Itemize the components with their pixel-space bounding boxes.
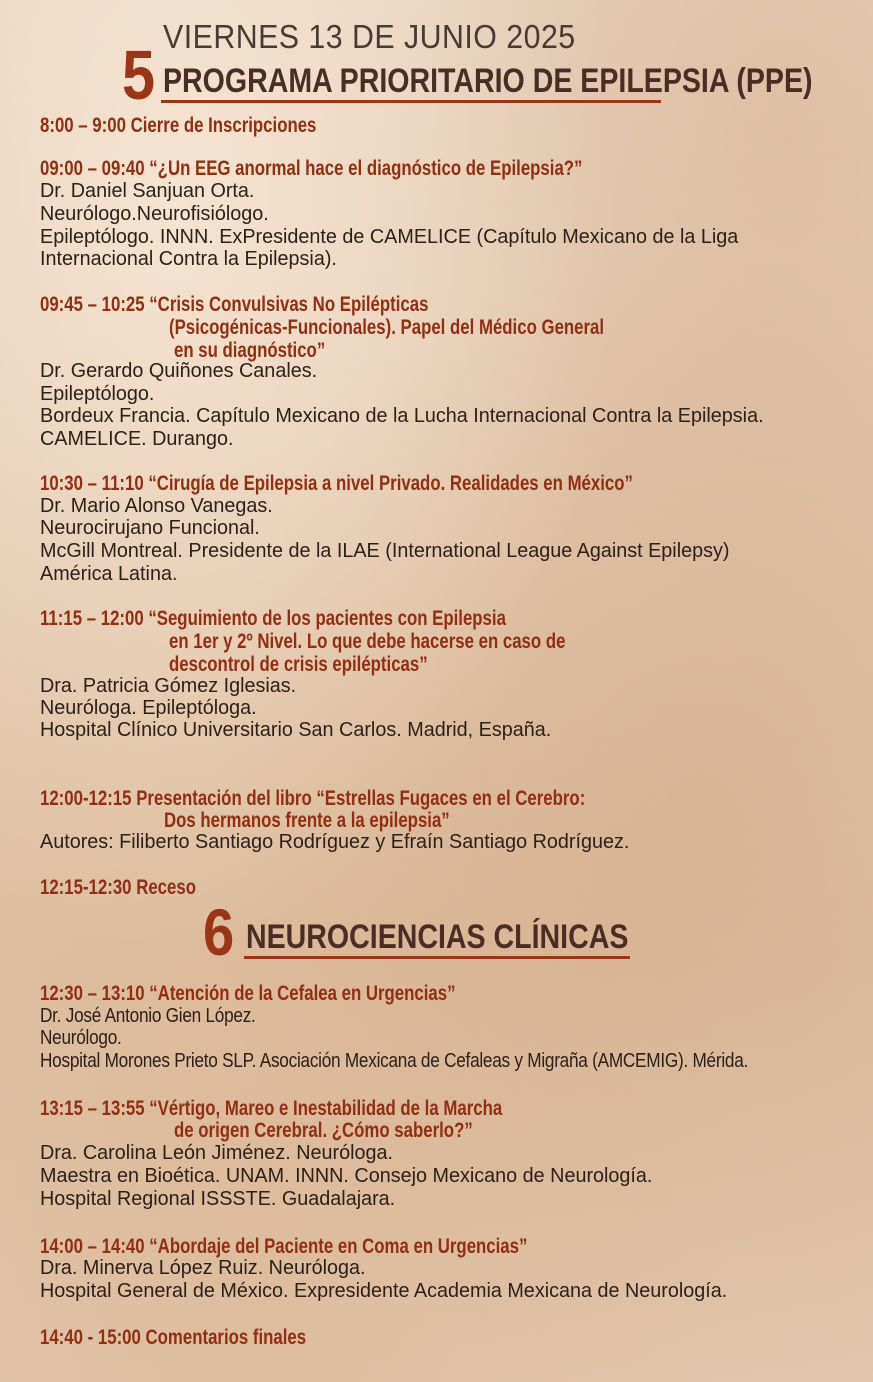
- section-number-5: 5: [122, 36, 156, 114]
- agenda-item-title: 10:30 – 11:10 “Cirugía de Epilepsia a nivel Privado. Realidades en México”: [40, 472, 633, 495]
- speaker-detail: Hospital Clínico Universitario San Carlos. Madrid, España.: [40, 718, 552, 741]
- section-title-clinical-neurosciences: NEUROCIENCIAS CLÍNICAS: [246, 918, 629, 956]
- agenda-item-title: 09:45 – 10:25 “Crisis Convulsivas No Epilépticas: [40, 293, 429, 316]
- speaker-detail: Neurocirujano Funcional.: [40, 516, 260, 539]
- agenda-item-title: 13:15 – 13:55 “Vértigo, Mareo e Inestabilidad de la Marcha: [40, 1097, 503, 1120]
- speaker-name: Dra. Carolina León Jiménez. Neuróloga.: [40, 1141, 393, 1164]
- speaker-detail: Hospital General de México. Expresidente Academia Mexicana de Neurología.: [40, 1279, 728, 1302]
- event-date: VIERNES 13 DE JUNIO 2025: [163, 18, 576, 55]
- section-title-underline: [161, 100, 661, 103]
- agenda-item-title-continued: Dos hermanos frente a la epilepsia”: [164, 809, 450, 832]
- agenda-item-title: 11:15 – 12:00 “Seguimiento de los pacientes con Epilepsia: [40, 607, 506, 630]
- speaker-detail: Neurólogo.Neurofisiólogo.: [40, 202, 269, 225]
- speaker-detail: Hospital Morones Prieto SLP. Asociación Mexicana de Cefaleas y Migraña (AMCEMIG). Mérida.: [40, 1050, 749, 1072]
- speaker-detail: Bordeux Francia. Capítulo Mexicano de la Lucha Internacional Contra la Epilepsia.: [40, 404, 764, 427]
- speaker-name: Dra. Patricia Gómez Iglesias.: [40, 674, 297, 697]
- speaker-detail: McGill Montreal. Presidente de la ILAE (International League Against Epilepsy): [40, 539, 730, 562]
- speaker-name: Dr. Daniel Sanjuan Orta.: [40, 179, 255, 202]
- agenda-item-title-continued: de origen Cerebral. ¿Cómo saberlo?”: [174, 1119, 473, 1142]
- speaker-detail: Epileptólogo.: [40, 382, 155, 405]
- agenda-item-title: 12:00-12:15 Presentación del libro “Estrellas Fugaces en el Cerebro:: [40, 787, 586, 810]
- agenda-item-title-continued: descontrol de crisis epilépticas”: [169, 653, 428, 676]
- agenda-item-title: 14:40 - 15:00 Comentarios finales: [40, 1326, 307, 1349]
- agenda-item-title: 14:00 – 14:40 “Abordaje del Paciente en Coma en Urgencias”: [40, 1235, 528, 1258]
- speaker-detail: Epileptólogo. INNN. ExPresidente de CAMELICE (Capítulo Mexicano de la Liga: [40, 225, 739, 248]
- speaker-detail: CAMELICE. Durango.: [40, 427, 234, 450]
- agenda-item-title: 09:00 – 09:40 “¿Un EEG anormal hace el diagnóstico de Epilepsia?”: [40, 157, 583, 180]
- agenda-item-title-continued: en 1er y 2º Nivel. Lo que debe hacerse en caso de: [169, 630, 566, 653]
- agenda-item-title: 12:15-12:30 Receso: [40, 876, 196, 899]
- speaker-name: Dr. Mario Alonso Vanegas.: [40, 494, 273, 517]
- section-title-underline: [244, 956, 630, 959]
- speaker-name: Dr. José Antonio Gien López.: [40, 1005, 256, 1027]
- agenda-item-title: 12:30 – 13:10 “Atención de la Cefalea en Urgencias”: [40, 982, 456, 1005]
- speaker-detail: Hospital Regional ISSSTE. Guadalajara.: [40, 1187, 396, 1210]
- speaker-detail: Maestra en Bioética. UNAM. INNN. Consejo Mexicano de Neurología.: [40, 1164, 653, 1187]
- speaker-name: Dra. Minerva López Ruiz. Neuróloga.: [40, 1256, 366, 1279]
- section-number-6: 6: [203, 895, 235, 969]
- speaker-name: Dr. Gerardo Quiñones Canales.: [40, 359, 318, 382]
- speaker-detail: Neurólogo.: [40, 1027, 122, 1049]
- speaker-detail: América Latina.: [40, 562, 178, 585]
- agenda-item-title-continued: (Psicogénicas-Funcionales). Papel del Médico General: [169, 316, 605, 339]
- speaker-detail: Neuróloga. Epileptóloga.: [40, 696, 257, 719]
- speaker-detail: Internacional Contra la Epilepsia).: [40, 247, 337, 270]
- book-authors: Autores: Filiberto Santiago Rodríguez y Efraín Santiago Rodríguez.: [40, 830, 630, 853]
- agenda-item-title: 8:00 – 9:00 Cierre de Inscripciones: [40, 114, 317, 137]
- agenda-item-title-continued: en su diagnóstico”: [174, 339, 326, 362]
- section-title-epilepsy-program: PROGRAMA PRIORITARIO DE EPILEPSIA (PPE): [163, 62, 813, 100]
